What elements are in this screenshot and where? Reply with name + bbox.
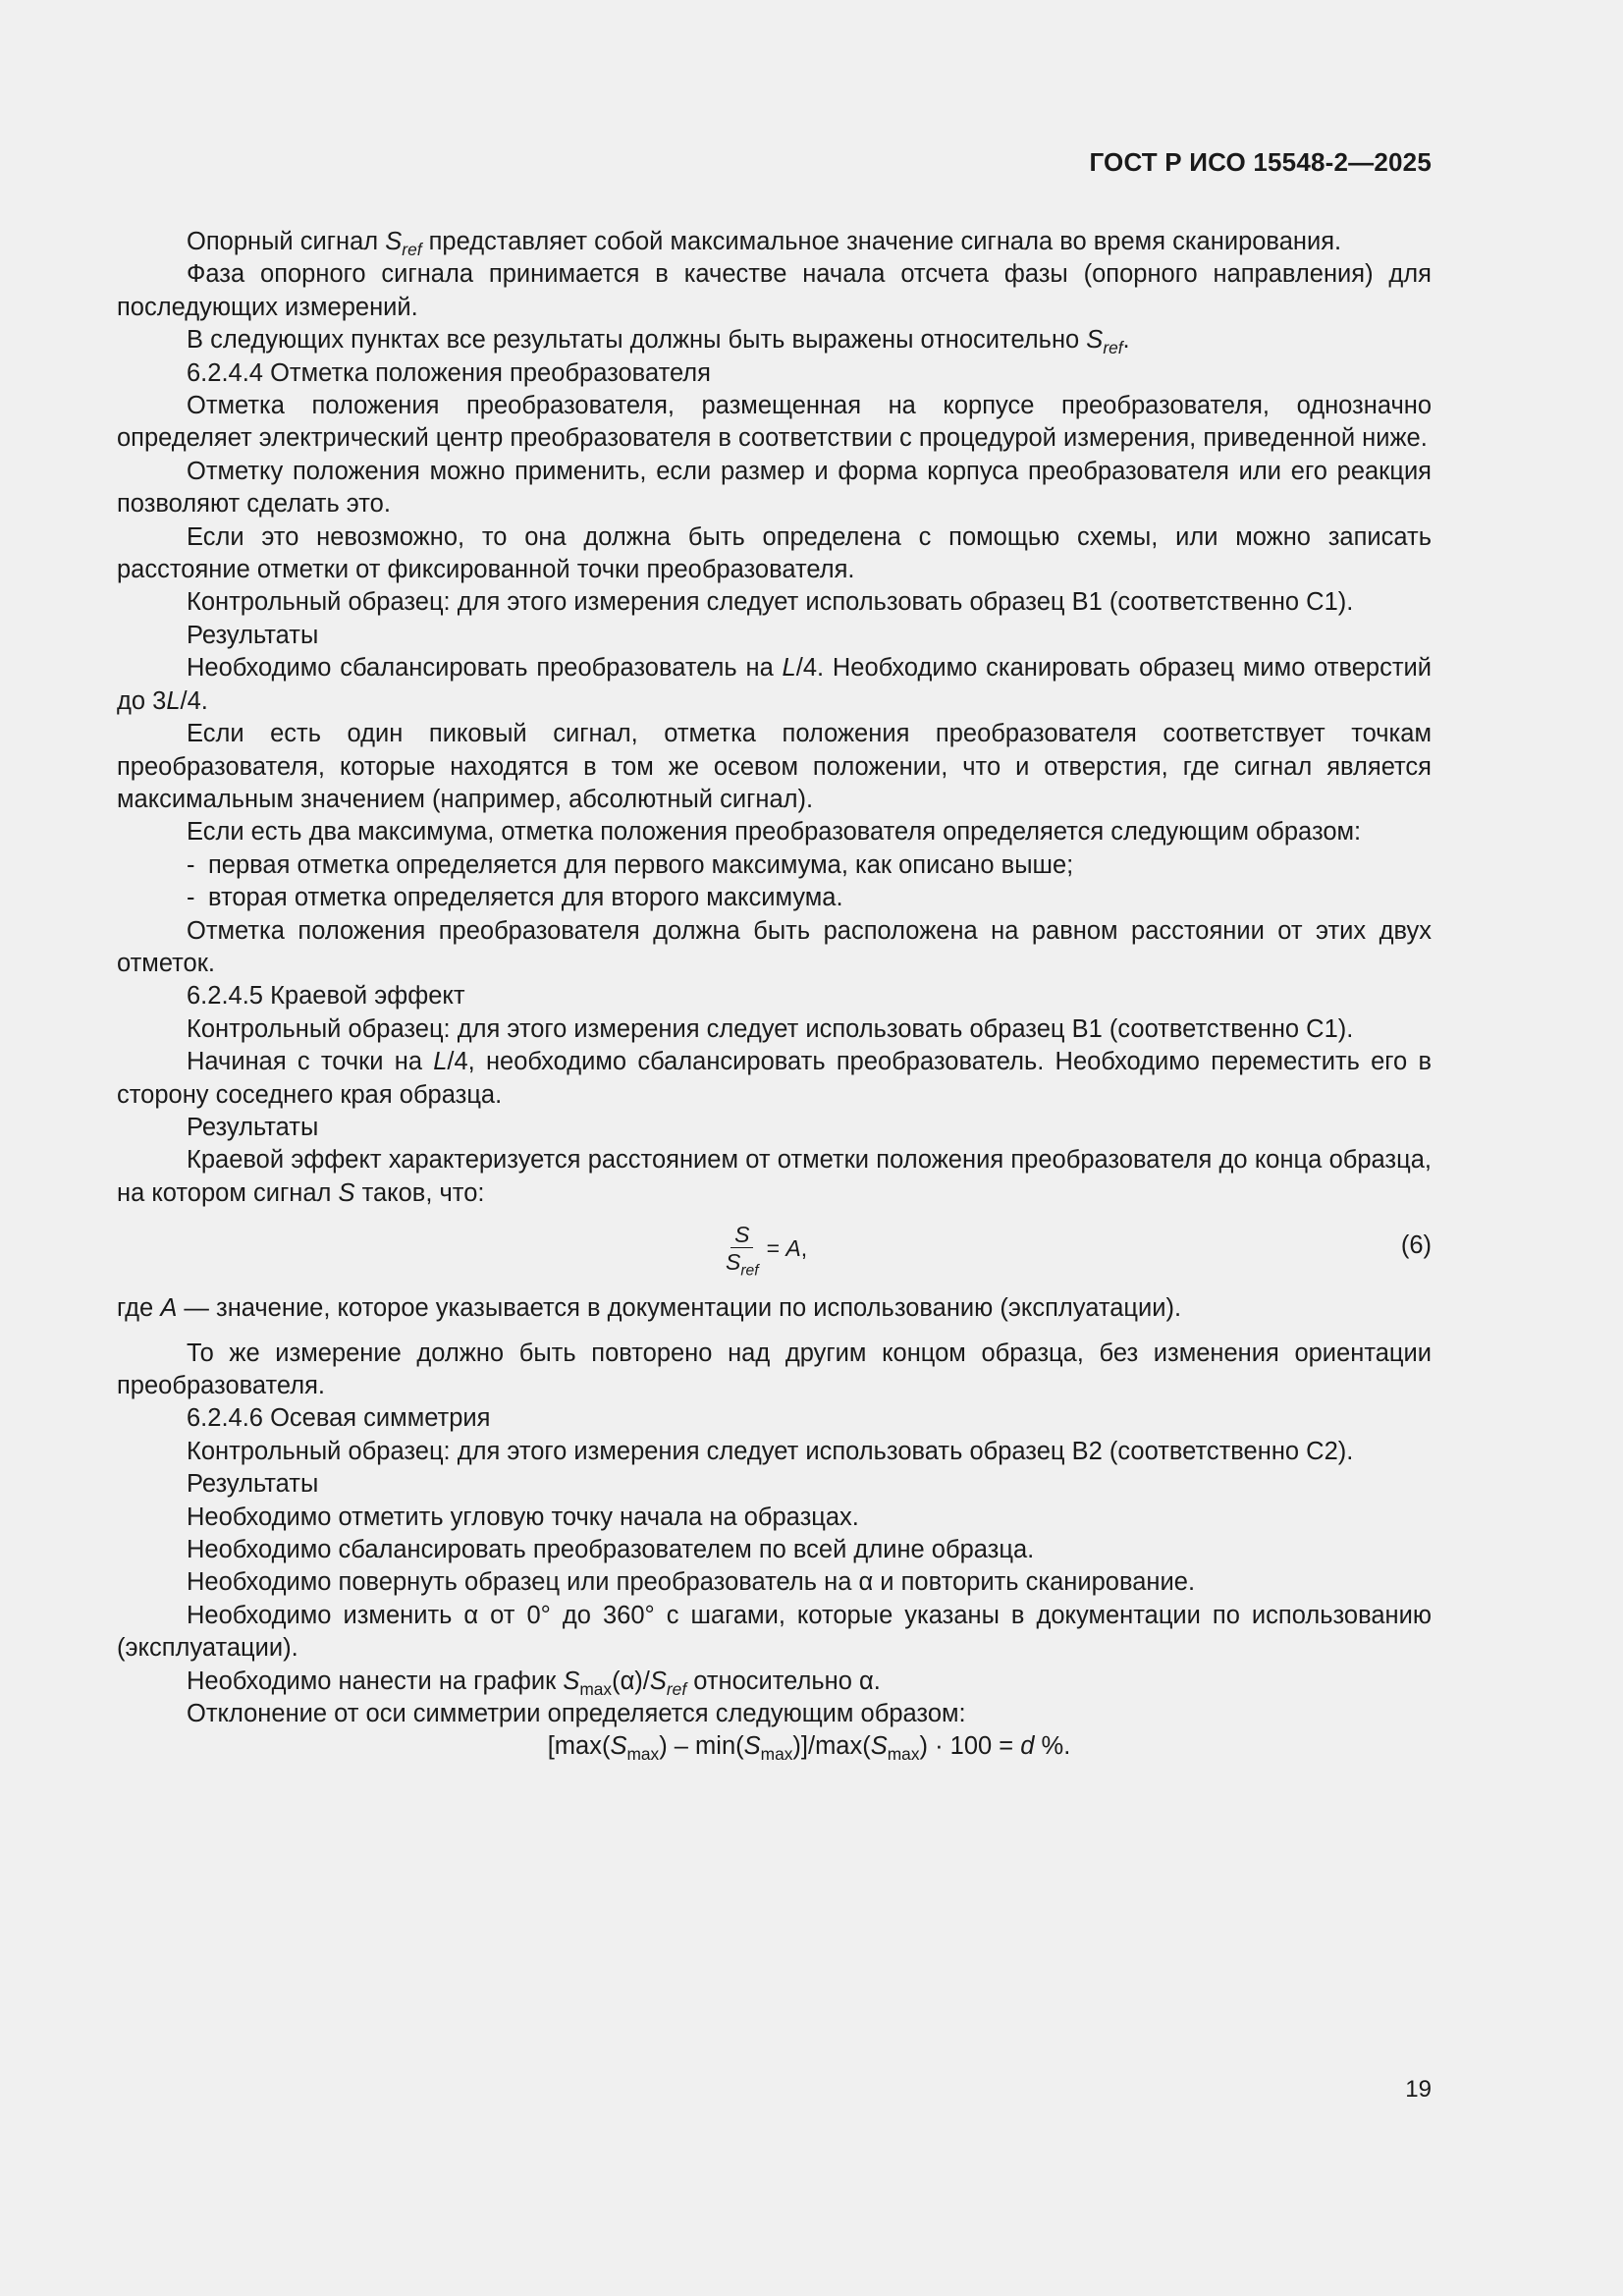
paragraph: Если есть один пиковый сигнал, отметка положения преобразователя соответствует точкам преобразователя, которые находятся в том же осевом положении, что и отверстия, где сигнал является максимальным значением (например, абсолютный сигнал). (117, 720, 1432, 813)
fraction-numerator: S (730, 1222, 753, 1248)
document-code-header: ГОСТ Р ИСО 15548-2—2025 (1089, 147, 1432, 177)
results-label: Результаты (187, 621, 319, 649)
section-heading-6-2-4-4: 6.2.4.4 Отметка положения преобразователя (187, 358, 711, 387)
paragraph-reference-phase: Фаза опорного сигнала принимается в качестве начала отсчета фазы (опорного направления) для последующих измерений. (117, 260, 1432, 321)
formula-explanation: где A — значение, которое указывается в документации по использованию (эксплуатации). (117, 1294, 1182, 1323)
equation-number: (6) (1400, 1231, 1432, 1260)
formula-6 (117, 1222, 1432, 1283)
paragraph-reference-sample: Контрольный образец: для этого измерения следует использовать образец B1 (соответственно C1). (187, 588, 1354, 617)
paragraph: Отметку положения можно применить, если размер и форма корпуса преобразователя или его реакция позволяют сделать это. (117, 457, 1432, 519)
paragraph: Отклонение от оси симметрии определяется следующим образом: (187, 1700, 966, 1728)
formula-axial-symmetry: $[\max(S_{max}) - \min(S_{max})]/\max(S_{max}) \cdot 100 = d$ %. (547, 1732, 1071, 1765)
section-heading-6-2-4-5: 6.2.4.5 Краевой эффект (187, 982, 465, 1011)
paragraph: Необходимо повернуть образец или преобразователь на α и повторить сканирование. (187, 1568, 1196, 1597)
list-item: - вторая отметка определяется для второго максимума. (187, 884, 843, 912)
page-number: 19 (1405, 2076, 1432, 2103)
results-label: Результаты (187, 1470, 319, 1499)
paragraph: То же измерение должно быть повторено над другим концом образца, без изменения ориентации преобразователя. (117, 1339, 1432, 1399)
paragraph: Начиная с точки на L/4, необходимо сбалансировать преобразователь. Необходимо переместить его в сторону соседнего края образца. (117, 1048, 1432, 1109)
paragraph: Необходимо изменить α от 0° до 360° с шагами, которые указаны в документации по использованию (эксплуатации). (117, 1601, 1432, 1663)
paragraph: Отметка положения преобразователя, размещенная на корпусе преобразователя, однозначно определяет электрический центр преобразователя в соответствии с процедурой измерения, приведенной ниже. (117, 392, 1432, 453)
document-body (117, 226, 1432, 1764)
paragraph: Если есть два максимума, отметка положения преобразователя определяется следующим образом: (187, 818, 1362, 847)
section-heading-6-2-4-6: 6.2.4.6 Осевая симметрия (187, 1404, 491, 1433)
list-item: - первая отметка определяется для первого максимума, как описано выше; (187, 850, 1074, 879)
paragraph: Если это невозможно, то она должна быть определена с помощью схемы, или можно записать расстояние отметки от фиксированной точки преобразователя. (117, 522, 1432, 584)
paragraph: Необходимо нанести на график $S_{max}(\alpha)/S_{ref}$ относительно α. (187, 1667, 881, 1699)
formula-rhs: = A, (766, 1234, 808, 1261)
fraction-denominator: $S_{ref}$ (726, 1249, 759, 1280)
paragraph-reference-sample: Контрольный образец: для этого измерения следует использовать образец B2 (соответственно C2). (187, 1437, 1354, 1465)
paragraph-reference-sample: Контрольный образец: для этого измерения следует использовать образец B1 (соответственно C1). (187, 1014, 1354, 1043)
paragraph: Необходимо отметить угловую точку начала на образцах. (187, 1503, 859, 1531)
fraction-formula (726, 1222, 808, 1280)
paragraph: Краевой эффект характеризуется расстоянием от отметки положения преобразователя до конца образца, на котором сигнал S таков, что: (117, 1146, 1432, 1207)
paragraph-reference-signal: Опорный сигнал $S_{ref}$ представляет собой максимальное значение сигнала во время сканирования. (187, 228, 1342, 260)
results-label: Результаты (187, 1113, 319, 1141)
paragraph: Необходимо сбалансировать преобразователь на L/4. Необходимо сканировать образец мимо отверстий до 3L/4. (117, 654, 1433, 715)
paragraph: Отметка положения преобразователя должна быть расположена на равном расстоянии от этих двух отметок. (117, 916, 1432, 977)
paragraph-relative-results: В следующих пунктах все результаты должны быть выражены относительно $S_{ref}$. (187, 326, 1130, 358)
paragraph: Необходимо сбалансировать преобразователем по всей длине образца. (187, 1536, 1035, 1564)
